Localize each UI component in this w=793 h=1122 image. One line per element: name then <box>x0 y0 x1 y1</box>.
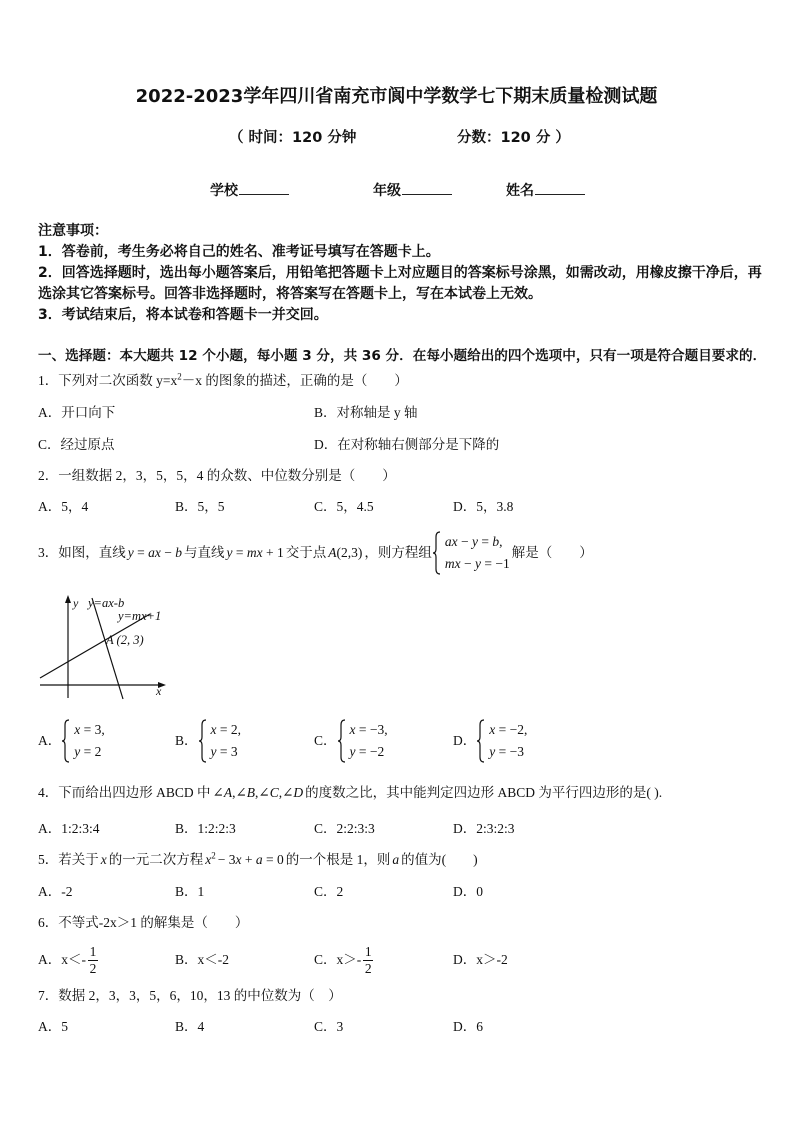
q3-option-a[interactable] <box>38 717 107 765</box>
q7-option-c[interactable]: C．3 <box>314 1019 344 1034</box>
line-1-label: y=ax-b <box>88 596 125 610</box>
q6-option-d-text: D．x＞-2 <box>453 952 508 967</box>
q6-option-b[interactable] <box>175 940 229 980</box>
school-field <box>210 180 289 201</box>
q4-stem-b: 的度数之比，其中能判定四边形 ABCD 为平行四边形的是( ). <box>305 785 663 800</box>
q7-options-row <box>0 1017 793 1037</box>
q5-exponent: 2 <box>211 850 216 861</box>
section-heading: 一、选择题：本大题共 12 个小题，每小题 3 分，共 36 分．在每小题给出的四个选项中，只有一项是符合题目要求的． <box>38 348 767 364</box>
school-blank[interactable] <box>239 180 289 195</box>
q3-options-row <box>0 717 793 765</box>
q3-option-d-label: D． <box>453 733 477 748</box>
q1-option-c[interactable]: C．经过原点 <box>38 437 115 452</box>
q2-option-b[interactable]: B．5，5 <box>175 499 225 514</box>
q3-option-c[interactable] <box>314 717 390 765</box>
q3-option-d[interactable] <box>453 717 529 765</box>
q3-math-point: A(2,3) <box>328 545 363 560</box>
q5-var-x: x <box>100 852 107 867</box>
q3-math-line-1: y = ax − b <box>127 545 182 560</box>
point-a-label: A (2, 3) <box>106 633 144 647</box>
y-axis-arrow <box>65 595 71 603</box>
q4-angles: ∠A,∠B,∠C,∠D <box>212 785 304 800</box>
grade-field <box>373 180 452 201</box>
q4-option-c[interactable]: C．2:2:3:3 <box>314 821 375 836</box>
question-4-stem <box>38 783 662 803</box>
q3-stem-b: 与直线 <box>184 545 225 560</box>
q3-math-line-2: y = mx + 1 <box>226 545 284 560</box>
q3-stem-c: 交于点 <box>285 545 327 560</box>
q6-option-c-fraction <box>363 944 373 977</box>
name-label: 姓名 <box>506 183 534 199</box>
q5-options-row <box>0 882 793 902</box>
question-2-stem: 2．一组数据 2，3，5，5，4 的众数、中位数分别是（ ） <box>38 468 396 483</box>
q5-var-a: a <box>392 852 400 867</box>
q3-option-b[interactable] <box>175 717 243 765</box>
q4-option-a[interactable]: A．1:2:3:4 <box>38 821 100 836</box>
q2-option-c[interactable]: C．5，4.5 <box>314 499 374 514</box>
q6-option-a-text: A．x＜- <box>38 952 86 967</box>
q3-system-eq-2: mx − y = −1 <box>444 556 510 571</box>
q3-stem-a: 3．如图，直线 <box>38 545 126 560</box>
fraction-numerator: 1 <box>89 943 97 959</box>
fraction-denominator: 2 <box>364 960 372 976</box>
q1-exponent: 2 <box>177 371 182 382</box>
q4-option-d[interactable]: D．2:3:2:3 <box>453 821 515 836</box>
q4-option-b[interactable]: B．1:2:2:3 <box>175 821 236 836</box>
q3-system-eq-1: ax − y = b, <box>444 534 503 549</box>
y-axis-label: y <box>73 596 79 610</box>
x-axis-label: x <box>156 684 162 698</box>
q3-option-d-eq-1: x = −2, <box>489 722 528 737</box>
question-1-stem <box>38 371 408 391</box>
question-6-stem: 6．不等式-2x＞1 的解集是（ ） <box>38 915 249 930</box>
q6-option-b-text: B．x＜-2 <box>175 952 229 967</box>
grade-label: 年级 <box>373 183 401 199</box>
q3-option-a-system <box>61 719 107 763</box>
line-2-label: y=mx+1 <box>118 609 162 623</box>
exam-score: 分数：120 分 ） <box>457 130 570 146</box>
q3-stem-e: 解是（ ） <box>511 545 593 560</box>
q4-options-row <box>0 819 793 839</box>
q6-options-row <box>0 940 793 980</box>
q3-option-a-eq-2: y = 2 <box>74 744 102 759</box>
q5-option-b[interactable]: B．1 <box>175 884 205 899</box>
q3-option-b-label: B． <box>175 733 198 748</box>
q1-stem-a: 1．下列对二次函数 y=x <box>38 373 178 388</box>
q2-options-row <box>0 497 793 517</box>
fraction-numerator: 1 <box>364 943 372 959</box>
fraction-denominator: 2 <box>89 960 97 976</box>
q3-option-b-system <box>198 719 244 763</box>
notice-item-2-line-2: 选涂其它答案标号。回答非选择题时，将答案写在答题卡上，写在本试卷上无效。 <box>38 286 542 302</box>
notice-item-2-line-1: 2．回答选择题时，选出每小题答案后，用铅笔把答题卡上对应题目的答案标号涂黑，如需改动，用橡皮擦干净后，再 <box>38 265 762 281</box>
q3-stem-d: ，则方程组 <box>364 545 432 560</box>
q3-equation-system <box>432 531 512 575</box>
q3-option-d-system <box>476 719 529 763</box>
q1-stem-b: －x 的图象的描述，正确的是（ ） <box>181 373 408 388</box>
q6-option-d[interactable] <box>453 940 508 980</box>
name-blank[interactable] <box>535 180 585 195</box>
q5-stem-d: 的值为( ) <box>401 852 478 867</box>
question-3-stem <box>38 530 593 576</box>
q6-option-c-text: C．x＞- <box>314 952 362 967</box>
school-label: 学校 <box>210 183 238 199</box>
q7-option-d[interactable]: D．6 <box>453 1019 483 1034</box>
q3-option-b-eq-2: y = 3 <box>210 744 238 759</box>
q2-option-a[interactable]: A．5，4 <box>38 499 89 514</box>
q1-options-row-2 <box>0 435 793 455</box>
q7-option-a[interactable]: A．5 <box>38 1019 68 1034</box>
grade-blank[interactable] <box>402 180 452 195</box>
q4-stem-a: 4．下而给出四边形 ABCD 中 <box>38 785 211 800</box>
q5-stem-b: 的一元二次方程 <box>108 852 204 867</box>
question-5-stem <box>38 850 478 870</box>
q3-option-c-system <box>337 719 390 763</box>
name-field <box>506 180 585 201</box>
system-brace <box>61 719 70 763</box>
q5-option-a[interactable]: A．-2 <box>38 884 73 899</box>
q3-option-a-label: A． <box>38 733 62 748</box>
q3-figure <box>38 590 183 704</box>
q7-option-b[interactable]: B．4 <box>175 1019 205 1034</box>
q2-option-d[interactable]: D．5，3.8 <box>453 499 514 514</box>
notice-heading: 注意事项： <box>38 223 108 239</box>
q6-option-a-fraction <box>88 944 98 977</box>
q3-option-d-eq-2: y = −3 <box>489 744 524 759</box>
q5-option-d[interactable]: D．0 <box>453 884 483 899</box>
q6-option-c[interactable] <box>314 940 373 980</box>
q3-option-a-eq-1: x = 3, <box>74 722 105 737</box>
question-7-stem: 7．数据 2，3，3，5，6，10，13 的中位数为（ ） <box>38 988 342 1003</box>
q3-option-c-eq-2: y = −2 <box>349 744 385 759</box>
system-brace <box>337 719 346 763</box>
q3-option-c-eq-1: x = −3, <box>349 722 388 737</box>
q5-equation-x: x <box>205 852 212 867</box>
system-brace <box>476 719 485 763</box>
system-brace <box>198 719 207 763</box>
q5-equation-rest: − 3x + a = 0 <box>217 852 284 867</box>
q1-option-b[interactable]: B．对称轴是 y 轴 <box>314 405 418 420</box>
page-title: 2022-2023学年四川省南充市阆中学数学七下期末质量检测试题 <box>135 86 658 107</box>
notice-item-1: 1．答卷前，考生务必将自己的姓名、准考证号填写在答题卡上。 <box>38 244 440 260</box>
q5-stem-a: 5．若关于 <box>38 852 99 867</box>
exam-time: （ 时间：120 分钟 <box>229 130 357 146</box>
q3-option-b-eq-1: x = 2, <box>210 722 242 737</box>
q5-option-c[interactable]: C．2 <box>314 884 344 899</box>
q1-options-row-1 <box>0 403 793 423</box>
q6-option-a[interactable] <box>38 940 98 980</box>
notice-item-3: 3．考试结束后，将本试卷和答题卡一并交回。 <box>38 307 328 323</box>
q1-option-d[interactable]: D．在对称轴右侧部分是下降的 <box>314 437 500 452</box>
system-brace <box>432 531 441 575</box>
q5-stem-c: 的一个根是 1，则 <box>285 852 391 867</box>
q1-option-a[interactable]: A．开口向下 <box>38 405 116 420</box>
q3-option-c-label: C． <box>314 733 337 748</box>
